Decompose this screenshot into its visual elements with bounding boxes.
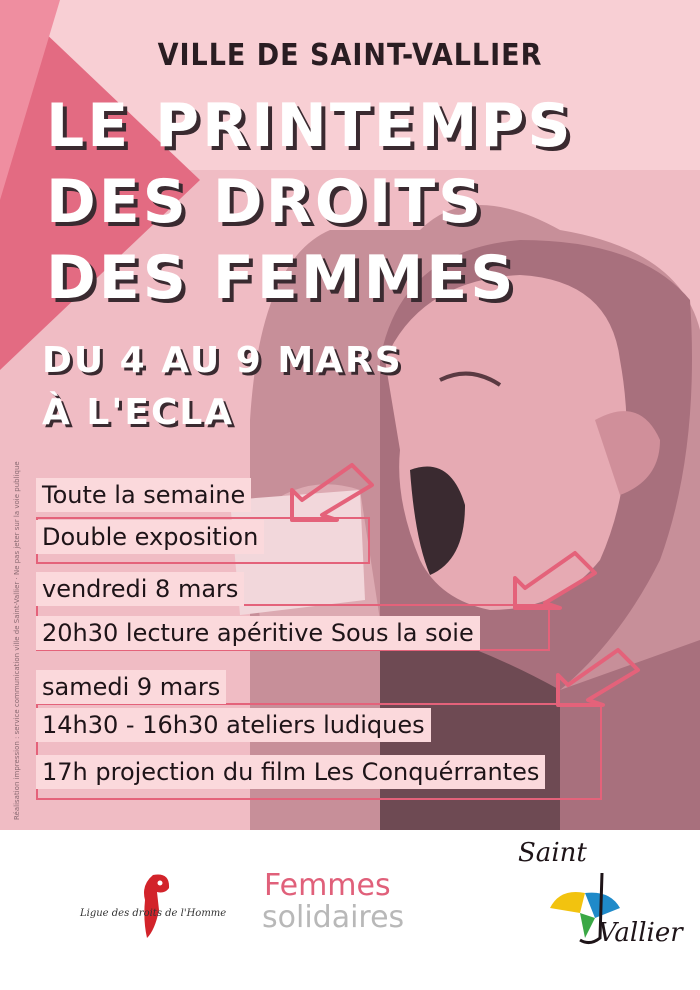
femmes-solidaires-logo: [262, 868, 492, 948]
headline-line-1: LE PRINTEMPS: [46, 91, 574, 161]
headline: [46, 88, 574, 316]
headline-line-2: DES DROITS: [46, 167, 485, 237]
print-credit: Réalisation impression : service communication ville de Saint-Vallier · Ne pas jeter sur la voie publique: [13, 461, 21, 820]
vallier-text: Vallier: [598, 918, 683, 948]
schedule-event-3a: 14h30 - 16h30 ateliers ludiques: [36, 708, 431, 742]
city-name: VILLE DE SAINT-VALLIER: [157, 38, 543, 73]
venue: À L'ECLA: [42, 392, 235, 433]
femmes-text: Femmes: [264, 868, 391, 903]
saint-vallier-logo: [510, 838, 683, 958]
arrow-icon: [548, 645, 648, 715]
date-range: DU 4 AU 9 MARS: [42, 340, 403, 381]
ldh-marianne-icon: [135, 870, 175, 940]
ldh-logo: [80, 870, 255, 940]
event-dates: [42, 335, 403, 439]
saint-text: Saint: [518, 838, 587, 868]
schedule-event-3b: 17h projection du film Les Conquérrantes: [36, 755, 545, 789]
solidaires-text: solidaires: [262, 900, 405, 935]
schedule-event-1: Double exposition: [36, 520, 264, 554]
headline-line-3: DES FEMMES: [46, 243, 517, 313]
ldh-name: Ligue des droits de l'Homme: [80, 908, 227, 919]
schedule-day-3: samedi 9 mars: [36, 670, 226, 704]
arrow-icon: [505, 548, 605, 618]
schedule-day-1: Toute la semaine: [36, 478, 251, 512]
schedule-day-2: vendredi 8 mars: [36, 572, 244, 606]
arrow-icon: [282, 460, 382, 530]
schedule-event-2: 20h30 lecture apéritive Sous la soie: [36, 616, 480, 650]
